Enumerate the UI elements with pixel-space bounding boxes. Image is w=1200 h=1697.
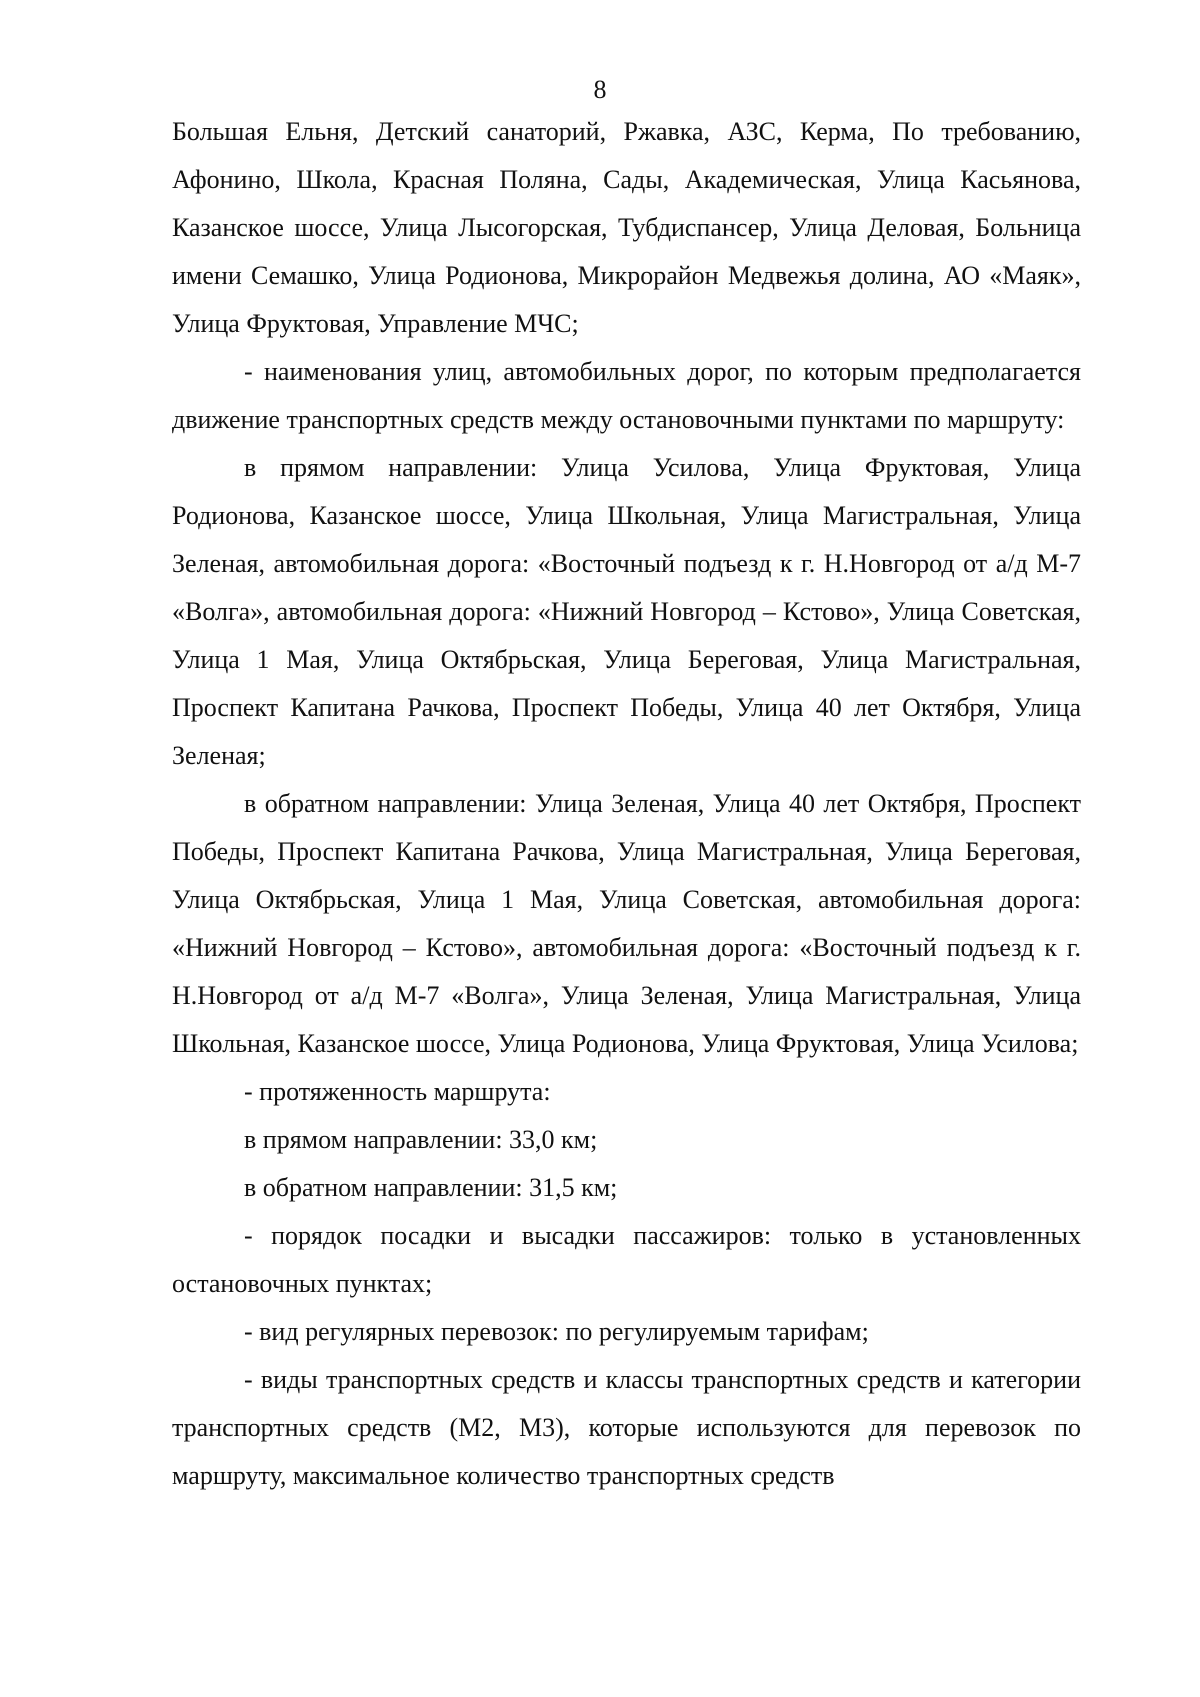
route-length-forward: в прямом направлении: 33,0 км; [244, 1125, 598, 1154]
boarding-order-item: - порядок посадки и высадки пассажиров: только в установленных остановочных пунктах; [172, 1221, 1081, 1298]
document-body [172, 108, 1081, 1500]
route-length-reverse: в обратном направлении: 31,5 км; [244, 1173, 618, 1202]
page-number: 8 [593, 75, 607, 104]
transport-type-item: - вид регулярных перевозок: по регулируемым тарифам; [244, 1317, 869, 1346]
vehicle-classes-item: - виды транспортных средств и классы транспортных средств и категории транспортных средств (М2, М3), которые используются для перевозок по маршруту, максимальное количество транспортных средств [172, 1365, 1081, 1490]
route-length-heading: - протяженность маршрута: [244, 1077, 551, 1106]
stops-list-continuation: Большая Ельня, Детский санаторий, Ржавка, АЗС, Керма, По требованию, Афонино, Школа, Красная Поляна, Сады, Академическая, Улица Касьянова, Казанское шоссе, Улица Лысогорская, Тубдиспансер, Улица Деловая, Больница имени Семашко, Улица Родионова, Микрорайон Медвежья долина, АО «Маяк», Улица Фруктовая, Управление МЧС; [172, 117, 1081, 338]
streets-heading-item: - наименования улиц, автомобильных дорог, по которым предполагается движение транспортных средств между остановочными пунктами по маршруту: [172, 357, 1081, 434]
forward-direction-streets: в прямом направлении: Улица Усилова, Улица Фруктовая, Улица Родионова, Казанское шоссе, Улица Школьная, Улица Магистральная, Улица Зеленая, автомобильная дорога: «Восточный подъезд к г. Н.Новгород от а/д М-7 «Волга», автомобильная дорога: «Нижний Новгород – Кстово», Улица Советская, Улица 1 Мая, Улица Октябрьская, Улица Береговая, Улица Магистральная, Проспект Капитана Рачкова, Проспект Победы, Улица 40 лет Октября, Улица Зеленая; [172, 453, 1081, 770]
reverse-direction-streets: в обратном направлении: Улица Зеленая, Улица 40 лет Октября, Проспект Победы, Проспект Капитана Рачкова, Улица Магистральная, Улица Береговая, Улица Октябрьская, Улица 1 Мая, Улица Советская, автомобильная дорога: «Нижний Новгород – Кстово», автомобильная дорога: «Восточный подъезд к г. Н.Новгород от а/д М-7 «Волга», Улица Зеленая, Улица Магистральная, Улица Школьная, Казанское шоссе, Улица Родионова, Улица Фруктовая, Улица Усилова; [172, 789, 1081, 1058]
